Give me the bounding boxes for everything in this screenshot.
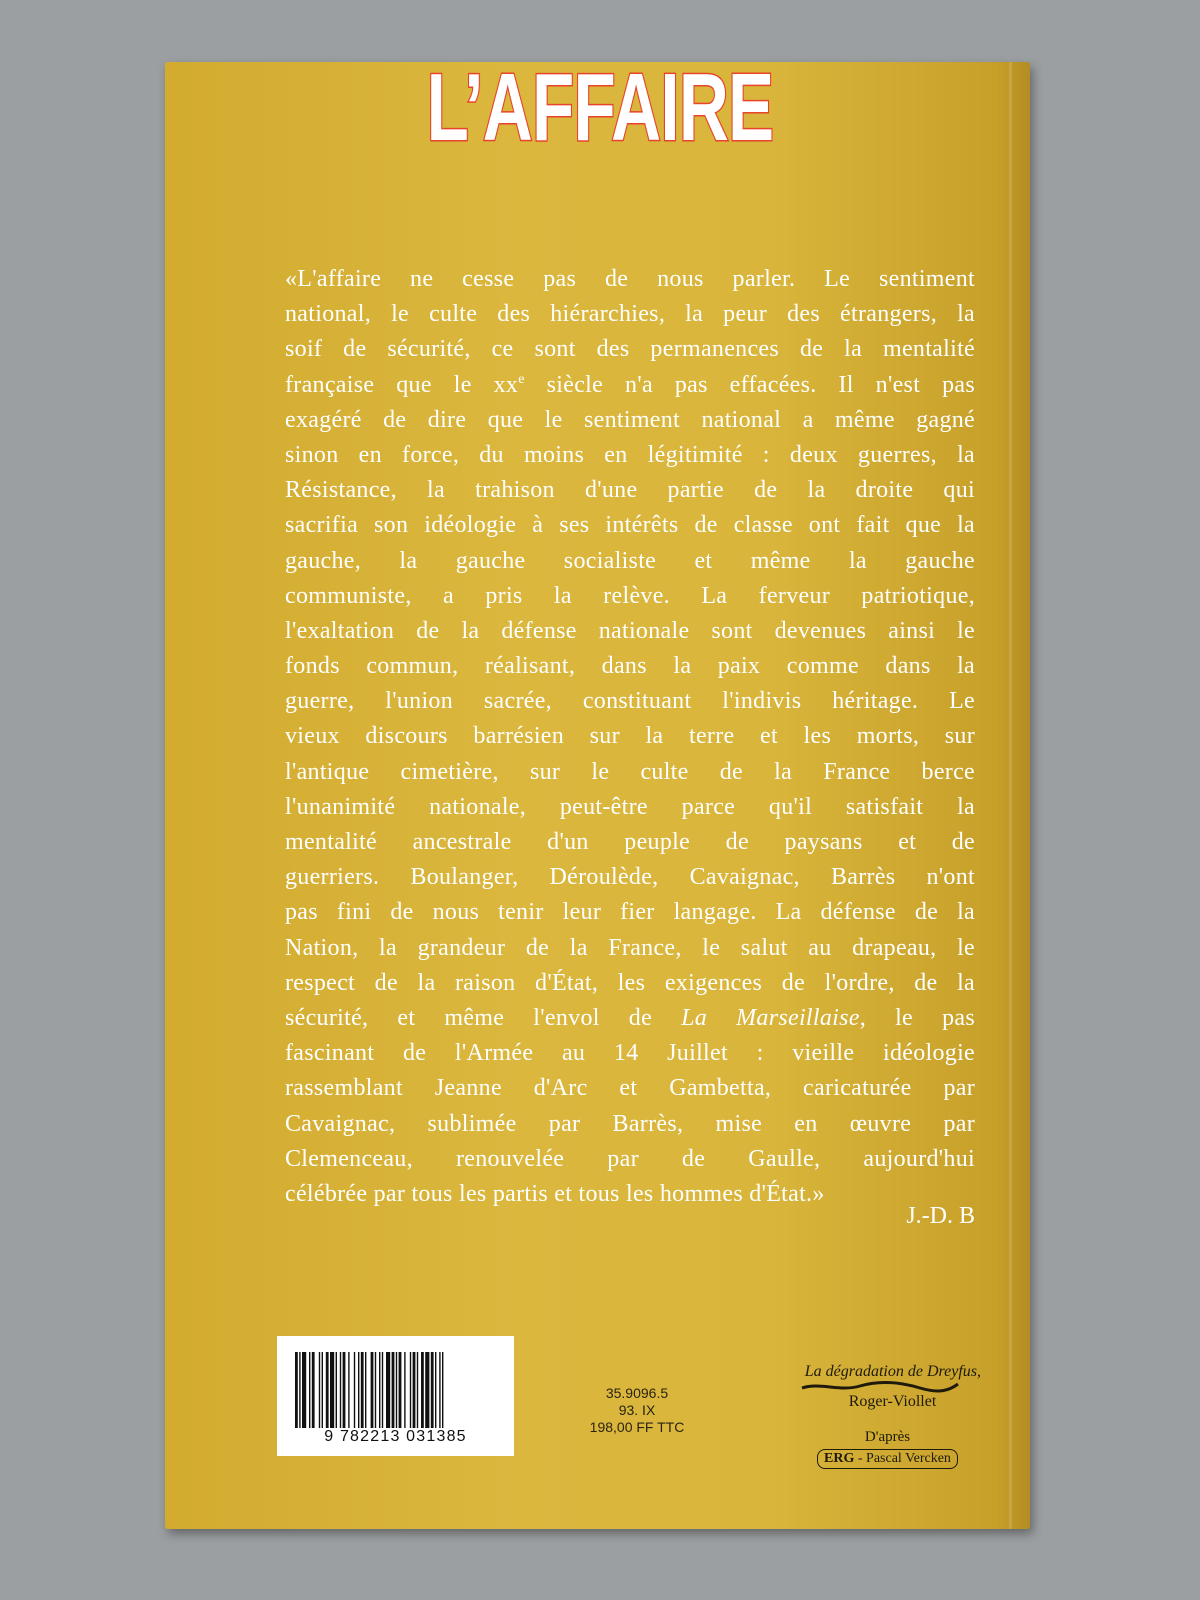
- barcode-bar: [421, 1352, 424, 1428]
- barcode-bar: [319, 1352, 320, 1428]
- quote-line: Cavaignac, sublimée par Barrès, mise en œuvre par: [285, 1110, 975, 1137]
- barcode-bar: [392, 1352, 395, 1428]
- quote-line: fonds commun, réalisant, dans la paix comme dans la: [285, 653, 975, 680]
- barcode-bar: [343, 1352, 346, 1428]
- quote-line: sinon en force, du moins en légitimité : deux guerres, la: [285, 441, 975, 468]
- barcode-bar: [435, 1352, 436, 1428]
- barcode-bar: [404, 1352, 405, 1428]
- barcode-bar: [425, 1352, 429, 1428]
- barcode-bar: [302, 1352, 306, 1428]
- cover-credits: [760, 1362, 995, 1469]
- quote-line: soif de sécurité, ce sont des permanences de la mentalité: [285, 336, 975, 363]
- barcode-bar: [417, 1352, 418, 1428]
- quote-line: «L'affaire ne cesse pas de nous parler. Le sentiment: [285, 266, 975, 292]
- quote-line: rassemblant Jeanne d'Arc et Gambetta, caricaturée par: [285, 1075, 975, 1102]
- barcode-bars: [294, 1352, 499, 1428]
- barcode-bar: [410, 1352, 411, 1428]
- barcode-bar: [361, 1352, 364, 1428]
- quote-line: sacrifia son idéologie à ses intérêts de classe ont fait que la: [285, 512, 975, 539]
- quote-line: Résistance, la trahison d'une partie de la droite qui: [285, 477, 975, 504]
- quote-line: respect de la raison d'État, les exigences de l'ordre, de la: [285, 969, 975, 996]
- signature: J.-D. B: [906, 1203, 975, 1229]
- barcode-bar: [312, 1352, 315, 1428]
- quote-line: mentalité ancestrale d'un peuple de paysans et de: [285, 829, 975, 855]
- anthem-title: La Marseillaise: [681, 1004, 860, 1031]
- barcode: [277, 1336, 514, 1456]
- quote-line: exagéré de dire que le sentiment national a même gagné: [285, 406, 975, 433]
- quote-text: française que le xx: [285, 371, 519, 398]
- barcode-bar: [399, 1352, 402, 1428]
- quote-text: sécurité, et même l'envol de: [285, 1004, 682, 1031]
- quote-line: [285, 368, 975, 403]
- credit-after: D'après: [864, 1429, 911, 1445]
- barcode-number: 9 782213 031385: [324, 1428, 467, 1445]
- credit-artist-name: - Pascal Vercken: [854, 1451, 951, 1466]
- quote-text: siècle n'a pas effacées. Il n'est pas: [524, 371, 975, 398]
- book-title: L’AFFAIRE: [426, 54, 774, 161]
- barcode-bar: [375, 1352, 376, 1428]
- quote-line: national, le culte des hiérarchies, la peur des étrangers, la: [285, 301, 975, 328]
- barcode-bar: [330, 1352, 334, 1428]
- price: 198,00 FF TTC: [589, 1419, 685, 1435]
- quote-line: Nation, la grandeur de la France, le salut au drapeau, le: [285, 934, 975, 961]
- barcode-bar: [299, 1352, 300, 1428]
- barcode-bar: [326, 1352, 329, 1428]
- barcode-bar: [442, 1352, 443, 1428]
- barcode-bar: [431, 1352, 434, 1428]
- barcode-bar: [322, 1352, 323, 1428]
- barcode-bar: [365, 1352, 366, 1428]
- quote-line: l'unanimité nationale, peut-être parce qu'il satisfait la: [285, 793, 975, 820]
- barcode-bar: [379, 1352, 380, 1428]
- barcode-bar: [348, 1352, 349, 1428]
- credit-artist-initials: ERG: [824, 1451, 855, 1466]
- quote-line: fascinant de l'Armée au 14 Juillet : vieille idéologie: [285, 1040, 975, 1067]
- quote-line: gauche, la gauche socialiste et même la gauche: [285, 547, 975, 574]
- superscript-e: e: [518, 371, 525, 387]
- quote-line: l'exaltation de la défense nationale sont devenues ainsi le: [285, 617, 975, 644]
- quote-line: guerriers. Boulanger, Déroulède, Cavaignac, Barrès n'ont: [285, 864, 975, 891]
- catalog-code: 35.9096.5: [605, 1385, 669, 1401]
- barcode-bar: [358, 1352, 359, 1428]
- credit-artist: [817, 1449, 958, 1469]
- quote-line: guerre, l'union sacrée, constituant l'indivis héritage. Le: [285, 688, 975, 715]
- barcode-bar: [371, 1352, 374, 1428]
- quote-line: [285, 1001, 975, 1036]
- back-cover-quote: [285, 262, 975, 1212]
- credit-caption: La dégradation de Dreyfus,: [804, 1363, 981, 1380]
- quote-line: pas fini de nous tenir leur fier langage. La défense de la: [285, 899, 975, 926]
- price-info: [552, 1385, 722, 1436]
- quote-line: Clemenceau, renouvelée par de Gaulle, aujourd'hui: [285, 1145, 975, 1172]
- quote-line: vieux discours barrésien sur la terre et les morts, sur: [285, 723, 975, 750]
- barcode-bar: [386, 1352, 390, 1428]
- barcode-bar: [439, 1352, 440, 1428]
- barcode-bar: [295, 1352, 298, 1428]
- barcode-bar: [340, 1352, 341, 1428]
- quote-line: l'antique cimetière, sur le culte de la France berce: [285, 758, 975, 785]
- barcode-bar: [396, 1352, 397, 1428]
- quote-line: communiste, a pris la relève. La ferveur patriotique,: [285, 582, 975, 609]
- barcode-bar: [413, 1352, 416, 1428]
- barcode-bar: [309, 1352, 310, 1428]
- barcode-bar: [382, 1352, 383, 1428]
- barcode-bar: [336, 1352, 337, 1428]
- print-code: 93. IX: [618, 1402, 656, 1418]
- quote-line: célébrée par tous les partis et tous les hommes d'État.»: [285, 1180, 825, 1207]
- credit-agency: Roger-Viollet: [848, 1393, 937, 1410]
- quote-text: , le pas: [859, 1004, 975, 1031]
- barcode-bar: [354, 1352, 355, 1428]
